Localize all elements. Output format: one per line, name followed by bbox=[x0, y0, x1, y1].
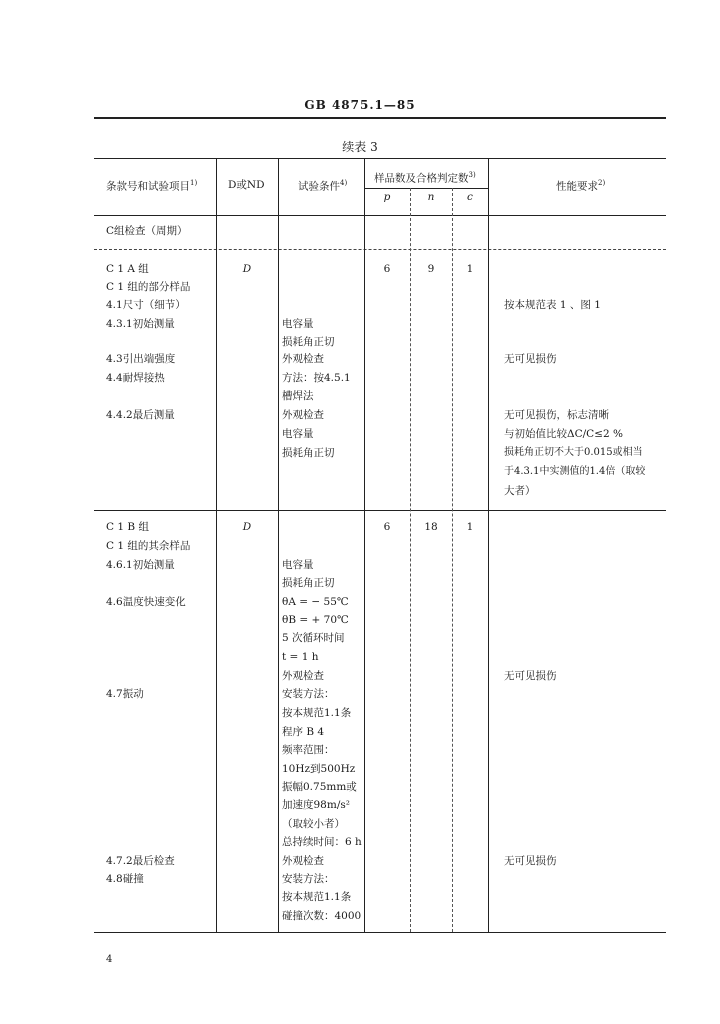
c1a-req-0: 按本规范表 1 、图 1 bbox=[504, 299, 601, 311]
col-header-p: p bbox=[383, 191, 391, 203]
c1b-n: 18 bbox=[424, 521, 438, 533]
c1b-item-6: 4.8碰撞 bbox=[106, 873, 144, 885]
c1a-req-3: 与初始值比较ΔC/C≤2 % bbox=[504, 428, 623, 440]
c1b-cond-11: 10Hz到500Hz bbox=[282, 763, 356, 775]
group-title: C组检查（周期） bbox=[106, 225, 188, 237]
c1b-cond-8: 按本规范1.1条 bbox=[282, 707, 352, 719]
c1a-cond-4: 槽焊法 bbox=[282, 390, 314, 402]
c1a-item-1: C 1 组的部分样品 bbox=[106, 281, 191, 293]
table-caption: 续表 3 bbox=[342, 140, 378, 154]
c1b-p: 6 bbox=[383, 521, 391, 533]
c1b-cond-3: θB = + 70℃ bbox=[282, 614, 349, 626]
c1a-cond-1: 损耗角正切 bbox=[282, 336, 335, 348]
c1b-cond-9: 程序 B 4 bbox=[282, 726, 325, 738]
c1b-cond-16: 外观检查 bbox=[282, 855, 324, 867]
c1a-req-4: 损耗角正切不大于0.015或相当 bbox=[504, 447, 643, 458]
col-header-requirements: 性能要求$^{2)}$ bbox=[556, 179, 606, 193]
c1b-cond-7: 安装方法： bbox=[282, 688, 335, 700]
page-number: 4 bbox=[106, 954, 113, 965]
c1a-cond-0: 电容量 bbox=[282, 318, 314, 330]
col-header-d-nd: D或ND bbox=[228, 179, 265, 191]
c1a-item-5: 4.4耐焊接热 bbox=[106, 372, 165, 384]
c1b-item-3: 4.6温度快速变化 bbox=[106, 596, 186, 608]
c1b-item-4: 4.7振动 bbox=[106, 688, 144, 700]
col-header-conditions: 试验条件$^{4)}$ bbox=[298, 179, 348, 193]
c1b-cond-13: 加速度98m/s² bbox=[282, 799, 350, 811]
c1b-c: 1 bbox=[466, 521, 474, 533]
c1b-cond-19: 碰撞次数：4000 bbox=[282, 910, 362, 922]
c1b-req-0: 无可见损伤 bbox=[504, 670, 557, 682]
c1b-cond-6: 外观检查 bbox=[282, 670, 324, 682]
c1a-cond-5: 外观检查 bbox=[282, 409, 324, 421]
c1a-p: 6 bbox=[383, 263, 391, 275]
c1b-cond-17: 安装方法： bbox=[282, 873, 335, 885]
c1a-req-6: 大者） bbox=[504, 485, 536, 497]
c1b-cond-10: 频率范围： bbox=[282, 744, 335, 756]
c1b-item-1: C 1 组的其余样品 bbox=[106, 540, 191, 552]
c1a-item-2: 4.1尺寸（细节） bbox=[106, 299, 186, 311]
c1b-cond-15: 总持续时间：6 h bbox=[282, 836, 362, 848]
col-header-n: n bbox=[427, 191, 435, 203]
c1b-cond-18: 按本规范1.1条 bbox=[282, 891, 352, 903]
c1a-req-5: 于4.3.1中实测值的1.4倍（取较 bbox=[504, 466, 646, 477]
c1a-req-1: 无可见损伤 bbox=[504, 353, 557, 365]
c1b-cond-0: 电容量 bbox=[282, 559, 314, 571]
c1a-req-2: 无可见损伤，标志清晰 bbox=[504, 409, 609, 421]
header-rule bbox=[94, 117, 666, 119]
c1a-c: 1 bbox=[466, 263, 474, 275]
c1a-item-3: 4.3.1初始测量 bbox=[106, 318, 175, 330]
c1b-item-0: C 1 B 组 bbox=[106, 521, 149, 533]
c1a-cond-6: 电容量 bbox=[282, 428, 314, 440]
col-header-item: 条款号和试验项目$^{1)}$ bbox=[106, 179, 198, 193]
standard-number: GB 4875.1—85 bbox=[304, 98, 416, 112]
c1b-cond-5: t = 1 h bbox=[282, 651, 319, 663]
c1b-d: D bbox=[242, 521, 252, 533]
c1a-item-6: 4.4.2最后测量 bbox=[106, 409, 175, 421]
c1b-item-5: 4.7.2最后检查 bbox=[106, 855, 175, 867]
c1b-cond-12: 振幅0.75mm或 bbox=[282, 781, 357, 793]
c1b-item-2: 4.6.1初始测量 bbox=[106, 559, 175, 571]
c1a-item-4: 4.3引出端强度 bbox=[106, 353, 176, 365]
col-header-samples: 样品数及合格判定数$^{3)}$ bbox=[374, 171, 476, 185]
c1a-d: D bbox=[242, 263, 252, 275]
c1a-cond-2: 外观检查 bbox=[282, 353, 324, 365]
c1b-req-1: 无可见损伤 bbox=[504, 855, 557, 867]
c1a-cond-3: 方法：按4.5.1 bbox=[282, 372, 351, 384]
col-header-c: c bbox=[467, 191, 473, 203]
c1b-cond-2: θA = − 55℃ bbox=[282, 596, 349, 608]
c1b-cond-1: 损耗角正切 bbox=[282, 577, 335, 589]
c1a-n: 9 bbox=[427, 263, 435, 275]
c1a-item-0: C 1 A 组 bbox=[106, 263, 149, 275]
c1b-cond-14: （取较小者） bbox=[282, 818, 345, 830]
c1b-cond-4: 5 次循环时间 bbox=[282, 632, 345, 644]
c1a-cond-7: 损耗角正切 bbox=[282, 447, 335, 459]
